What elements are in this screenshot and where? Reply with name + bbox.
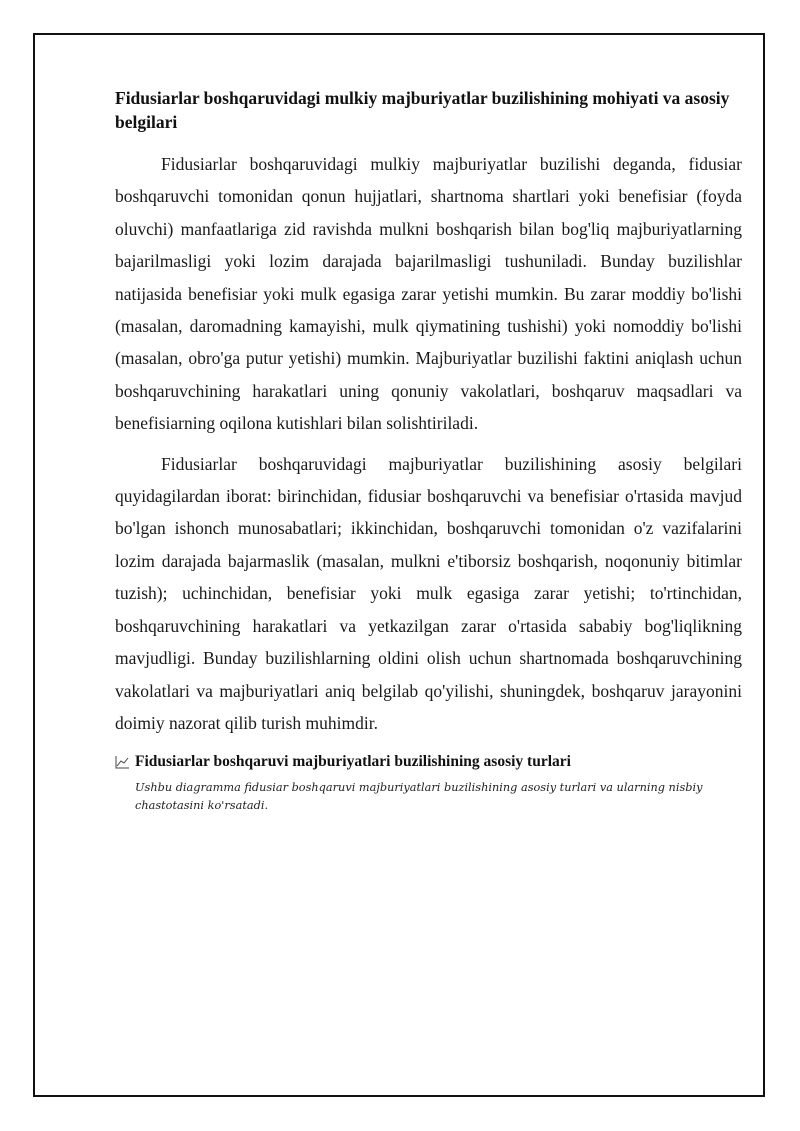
figure-title: Fidusiarlar boshqaruvi majburiyatlari buzilishining asosiy turlari [135,753,571,771]
document-body [115,86,742,815]
paragraph-2: Fidusiarlar boshqaruvidagi majburiyatlar buzilishining asosiy belgilari quyidagilardan iborat: birinchidan, fidusiar boshqaruvchi va benefisiar o'rtasida mavjud bo'lgan ishonch munosabatlari; ikkinchidan, boshqaruvchi tomonidan o'z vazifalarini lozim darajada bajarmaslik (masalan, mulkni e'tiborsiz boshqarish, noqonuniy bitimlar tuzish); uchinchidan, benefisiar yoki mulk egasiga zarar yetishi; to'rtinchidan, boshqaruvchining harakatlari va yetkazilgan zarar o'rtasida sababiy bog'liqlikning mavjudligi. Bunday buzilishlarning oldini olish uchun shartnomada boshqaruvchining vakolatlari va majburiyatlari aniq belgilab qo'yilishi, shuningdek, boshqaruv jarayonini doimiy nazorat qilib turish muhimdir. [115,453,742,733]
chart-line-icon [115,755,130,769]
figure-caption: Ushbu diagramma fidusiar boshqaruvi majburiyatlari buzilishining asosiy turlari va ularning nisbiy chastotasini ko'rsatadi. [135,781,703,813]
section-title: Fidusiarlar boshqaruvidagi mulkiy majburiyatlar buzilishining mohiyati va asosiy belgilari [115,88,730,132]
paragraph-1: Fidusiarlar boshqaruvidagi mulkiy majburiyatlar buzilishi deganda, fidusiar boshqaruvchi tomonidan qonun hujjatlari, shartnoma shartlari yoki benefisiar (foyda oluvchi) manfaatlariga zid ravishda mulkni boshqarish bilan bog'liq majburiyatlarning bajarilmasligi yoki lozim darajada bajarilmasligi tushuniladi. Bunday buzilishlar natijasida benefisiar yoki mulk egasiga zarar yetishi mumkin. Bu zarar moddiy bo'lishi (masalan, daromadning kamayishi, mulk qiymatining tushishi) yoki nomoddiy bo'lishi (masalan, obro'ga putur yetishi) mumkin. Majburiyatlar buzilishi faktini aniqlash uchun boshqaruvchining harakatlari uning qonuniy vakolatlari, boshqaruv maqsadlari va benefisiarning oqilona kutishlari bilan solishtiriladi. [115,154,742,434]
figure-header [115,751,742,773]
